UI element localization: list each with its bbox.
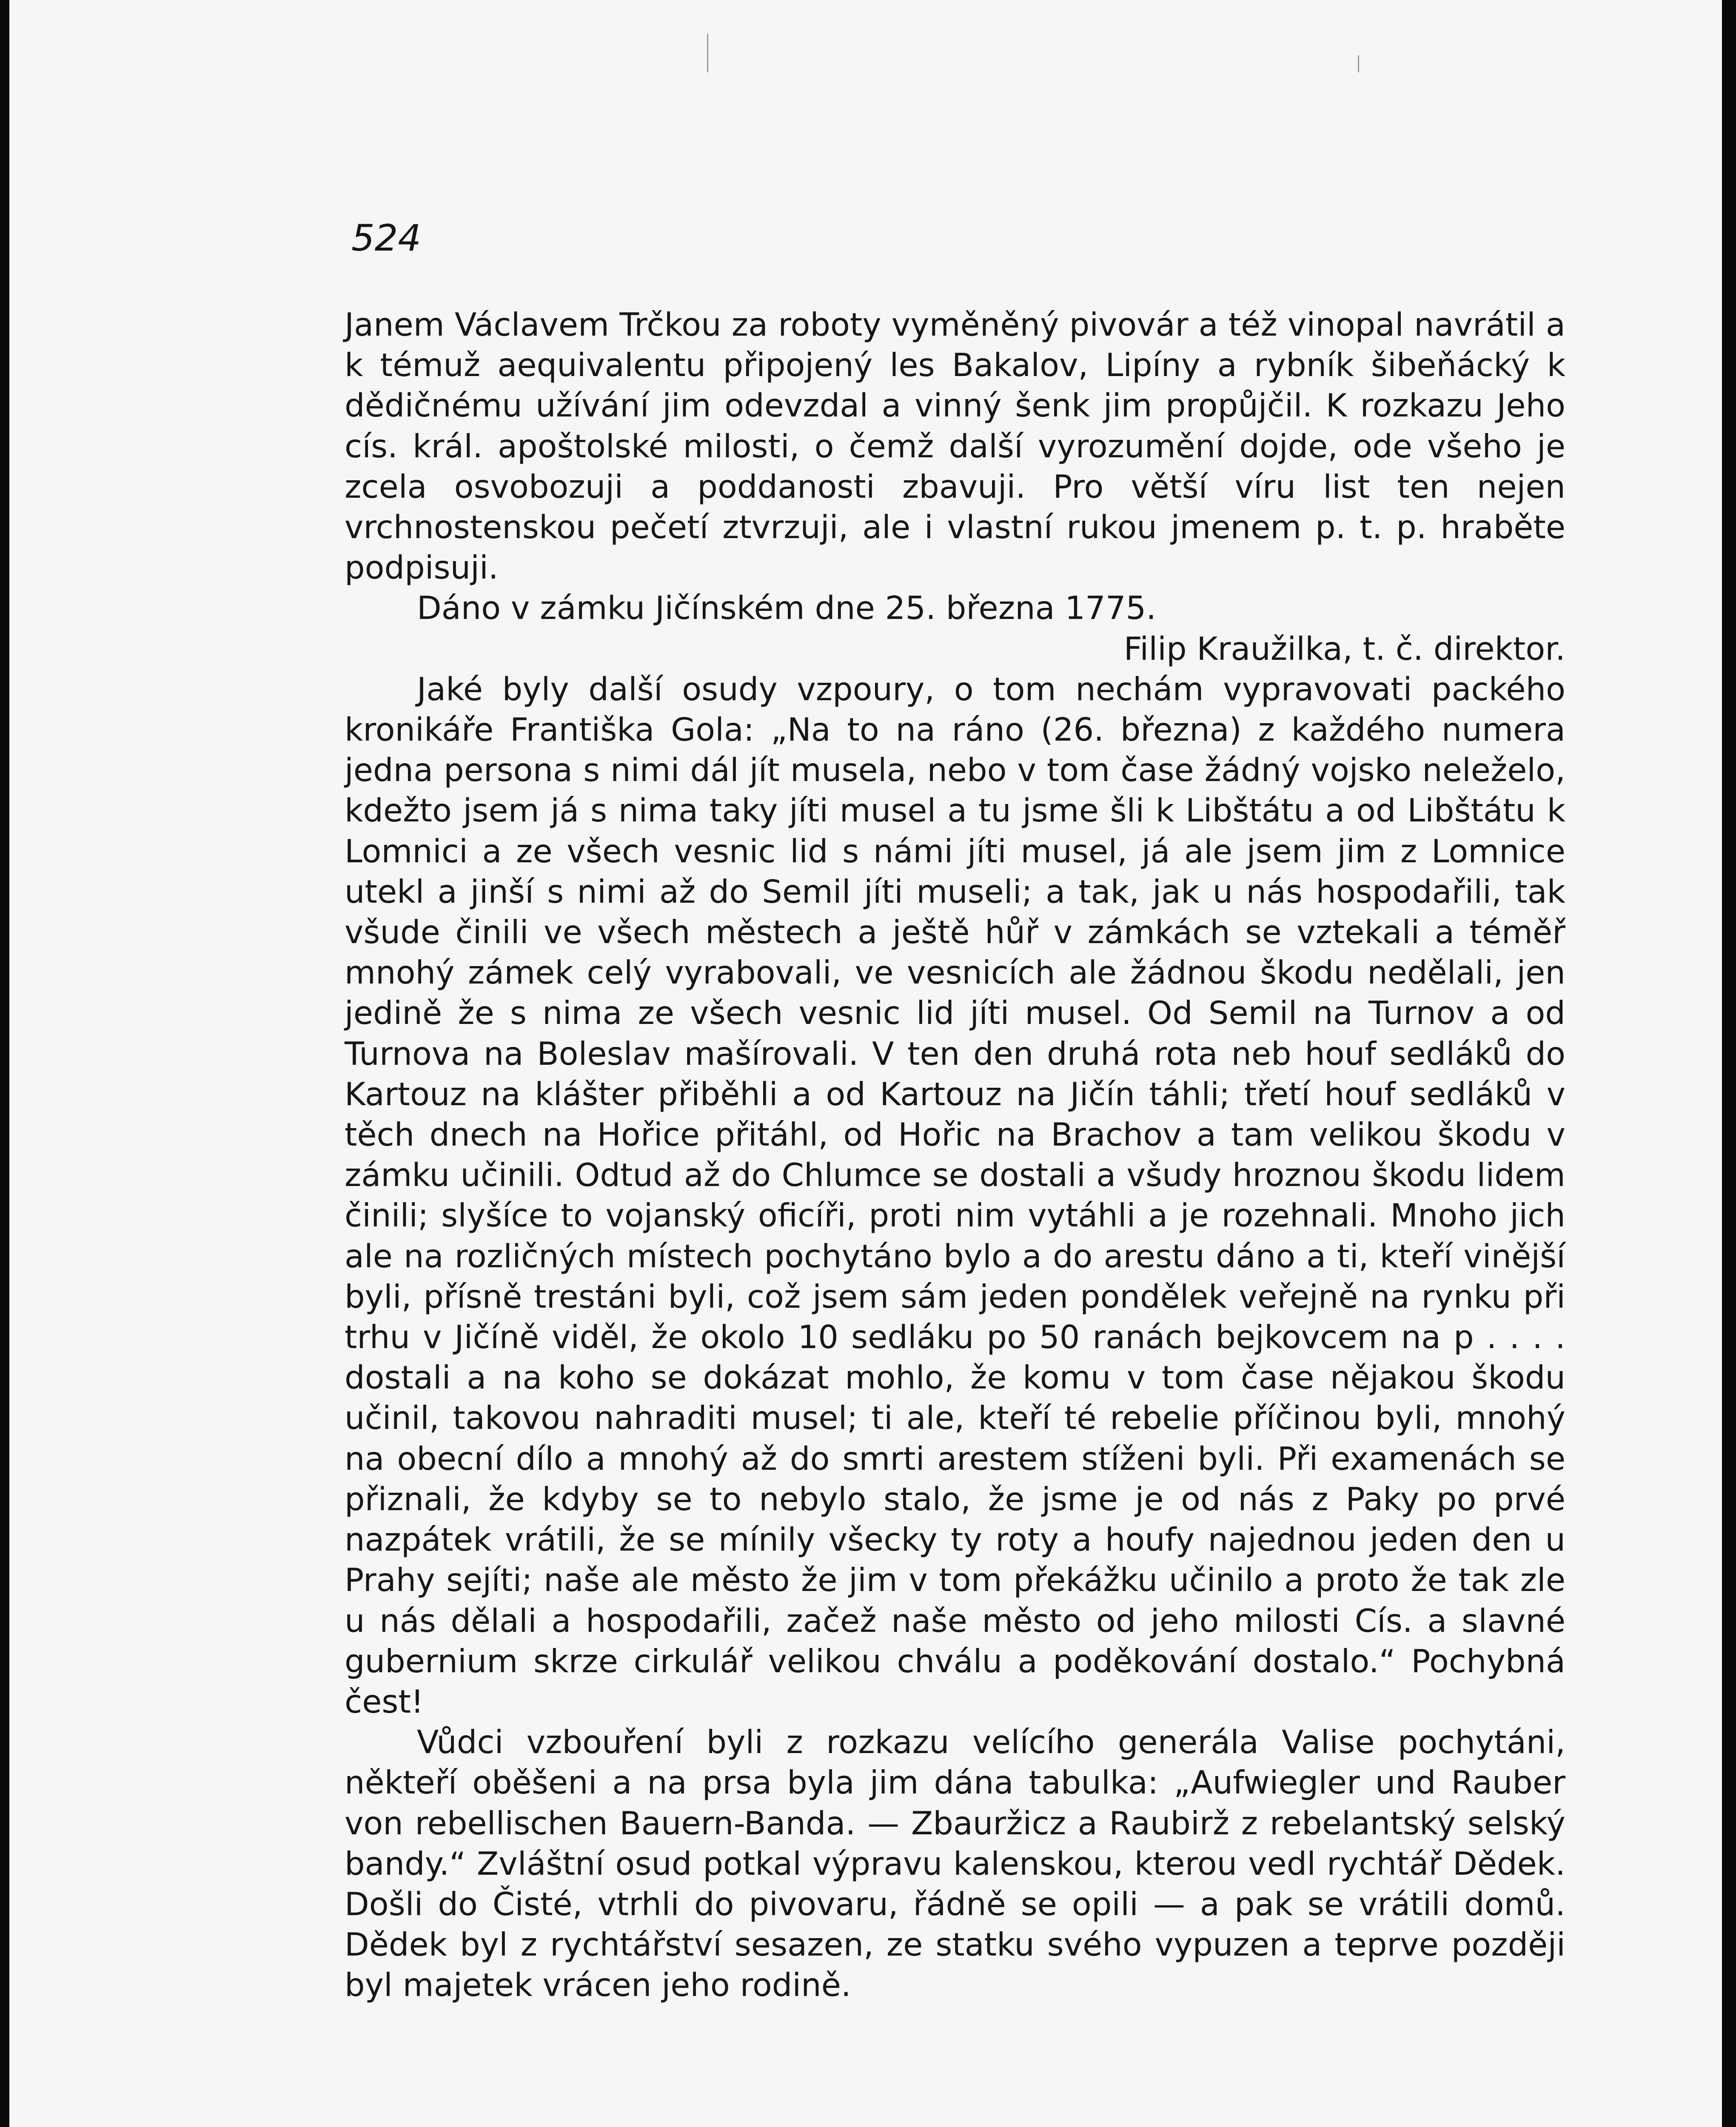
page-number: 524: [351, 217, 422, 259]
paragraph: Janem Václavem Trčkou za roboty vyměněný pivovár a též vinopal navrátil a k témuž aequivalentu připojený les Bakalov, Lipíny a rybník šibeňácký k dědičnému užívání jim odevzdal a vinný šenk jim propůjčil. K rozkazu Jeho cís. král. apoštolské milosti, o čemž další vyrozumění dojde, ode všeho je zcela osvobozuji a poddanosti zbavuji. Pro větší víru list ten nejen vrchnostenskou pečetí ztvrzuji, ale i vlastní rukou jmenem p. t. p. hraběte podpisuji.: [345, 306, 1565, 587]
body-text: [345, 305, 1565, 2006]
paragraph: Jaké byly další osudy vzpoury, o tom nechám vypravovati packého kronikáře Františka Gola: „Na to na ráno (26. března) z každého numera jedna persona s nimi dál jít musela, nebo v tom čase žádný vojsko neleželo, kdežto jsem já s nima taky jíti musel a tu jsme šli k Libštátu a od Libštátu k Lomnici a ze všech vesnic lid s námi jíti musel, já ale jsem jim z Lomnice utekl a jinší s nimi až do Semil jíti museli; a tak, jak u nás hospodařili, tak všude činili ve všech městech a ještě hůř v zámkách se vztekali a téměř mnohý zámek celý vyrabovali, ve vesnicích ale žádnou škodu nedělali, jen jedině že s nima ze všech vesnic lid jíti musel. Od Semil na Turnov a od Turnova na Boleslav mašírovali. V ten den druhá rota neb houf sedláků do Kartouz na klášter přiběhli a od Kartouz na Jičín táhli; třetí houf sedláků v těch dnech na Hořice přitáhl, od Hořic na Brachov a tam velikou škodu v zámku učinili. Odtud až do Chlumce se dostali a všudy hroznou škodu lidem činili; slyšíce to vojanský oficíři, proti nim vytáhli a je rozehnali. Mnoho jich ale na rozličných místech pochytáno bylo a do arestu dáno a ti, kteří vinější byli, přísně trestáni byli, což jsem sám jeden pondělek veřejně na rynku při trhu v Jičíně viděl, že okolo 10 sedláku po 50 ranách bejkovcem na p . . . . dostali a na koho se dokázat mohlo, že komu v tom čase nějakou škodu učinil, takovou nahraditi musel; ti ale, kteří té rebelie příčinou byli, mnohý na obecní dílo a mnohý až do smrti arestem stíženi byli. Při examenách se přiznali, že kdyby se to nebylo stalo, že jsme je od nás z Paky po prvé nazpátek vrátili, že se mínily všecky ty roty a houfy najednou jeden den u Prahy sejíti; naše ale město že jim v tom překážku učinilo a proto že tak zle u nás dělali a hospodařili, začež naše město od jeho milosti Cís. a slavné gubernium skrze cirkulář velikou chválu a poděkování dostalo.“ Pochybná čest!: [345, 670, 1565, 1720]
scan-speck: [707, 34, 708, 72]
scan-speck: [1358, 55, 1359, 72]
paragraph: Vůdci vzbouření byli z rozkazu velícího generála Valise pochytáni, někteří oběšeni a na prsa byla jim dána tabulka: „Aufwiegler und Rauber von rebellischen Bauern-Banda. — Zbauržicz a Raubirž z rebelantský selský bandy.“ Zvláštní osud potkal výpravu kalenskou, kterou vedl rychtář Dědek. Došli do Čisté, vtrhli do pivovaru, řádně se opili — a pak se vrátili domů. Dědek byl z rychtářství sesazen, ze statku svého vypuzen a teprve později byl majetek vrácen jeho rodině.: [345, 1723, 1565, 2004]
paragraph: Dáno v zámku Jičínském dne 25. března 1775.: [417, 589, 1157, 627]
signature-line: Filip Kraužilka, t. č. direktor.: [1123, 630, 1565, 667]
book-page: [9, 0, 1722, 2127]
